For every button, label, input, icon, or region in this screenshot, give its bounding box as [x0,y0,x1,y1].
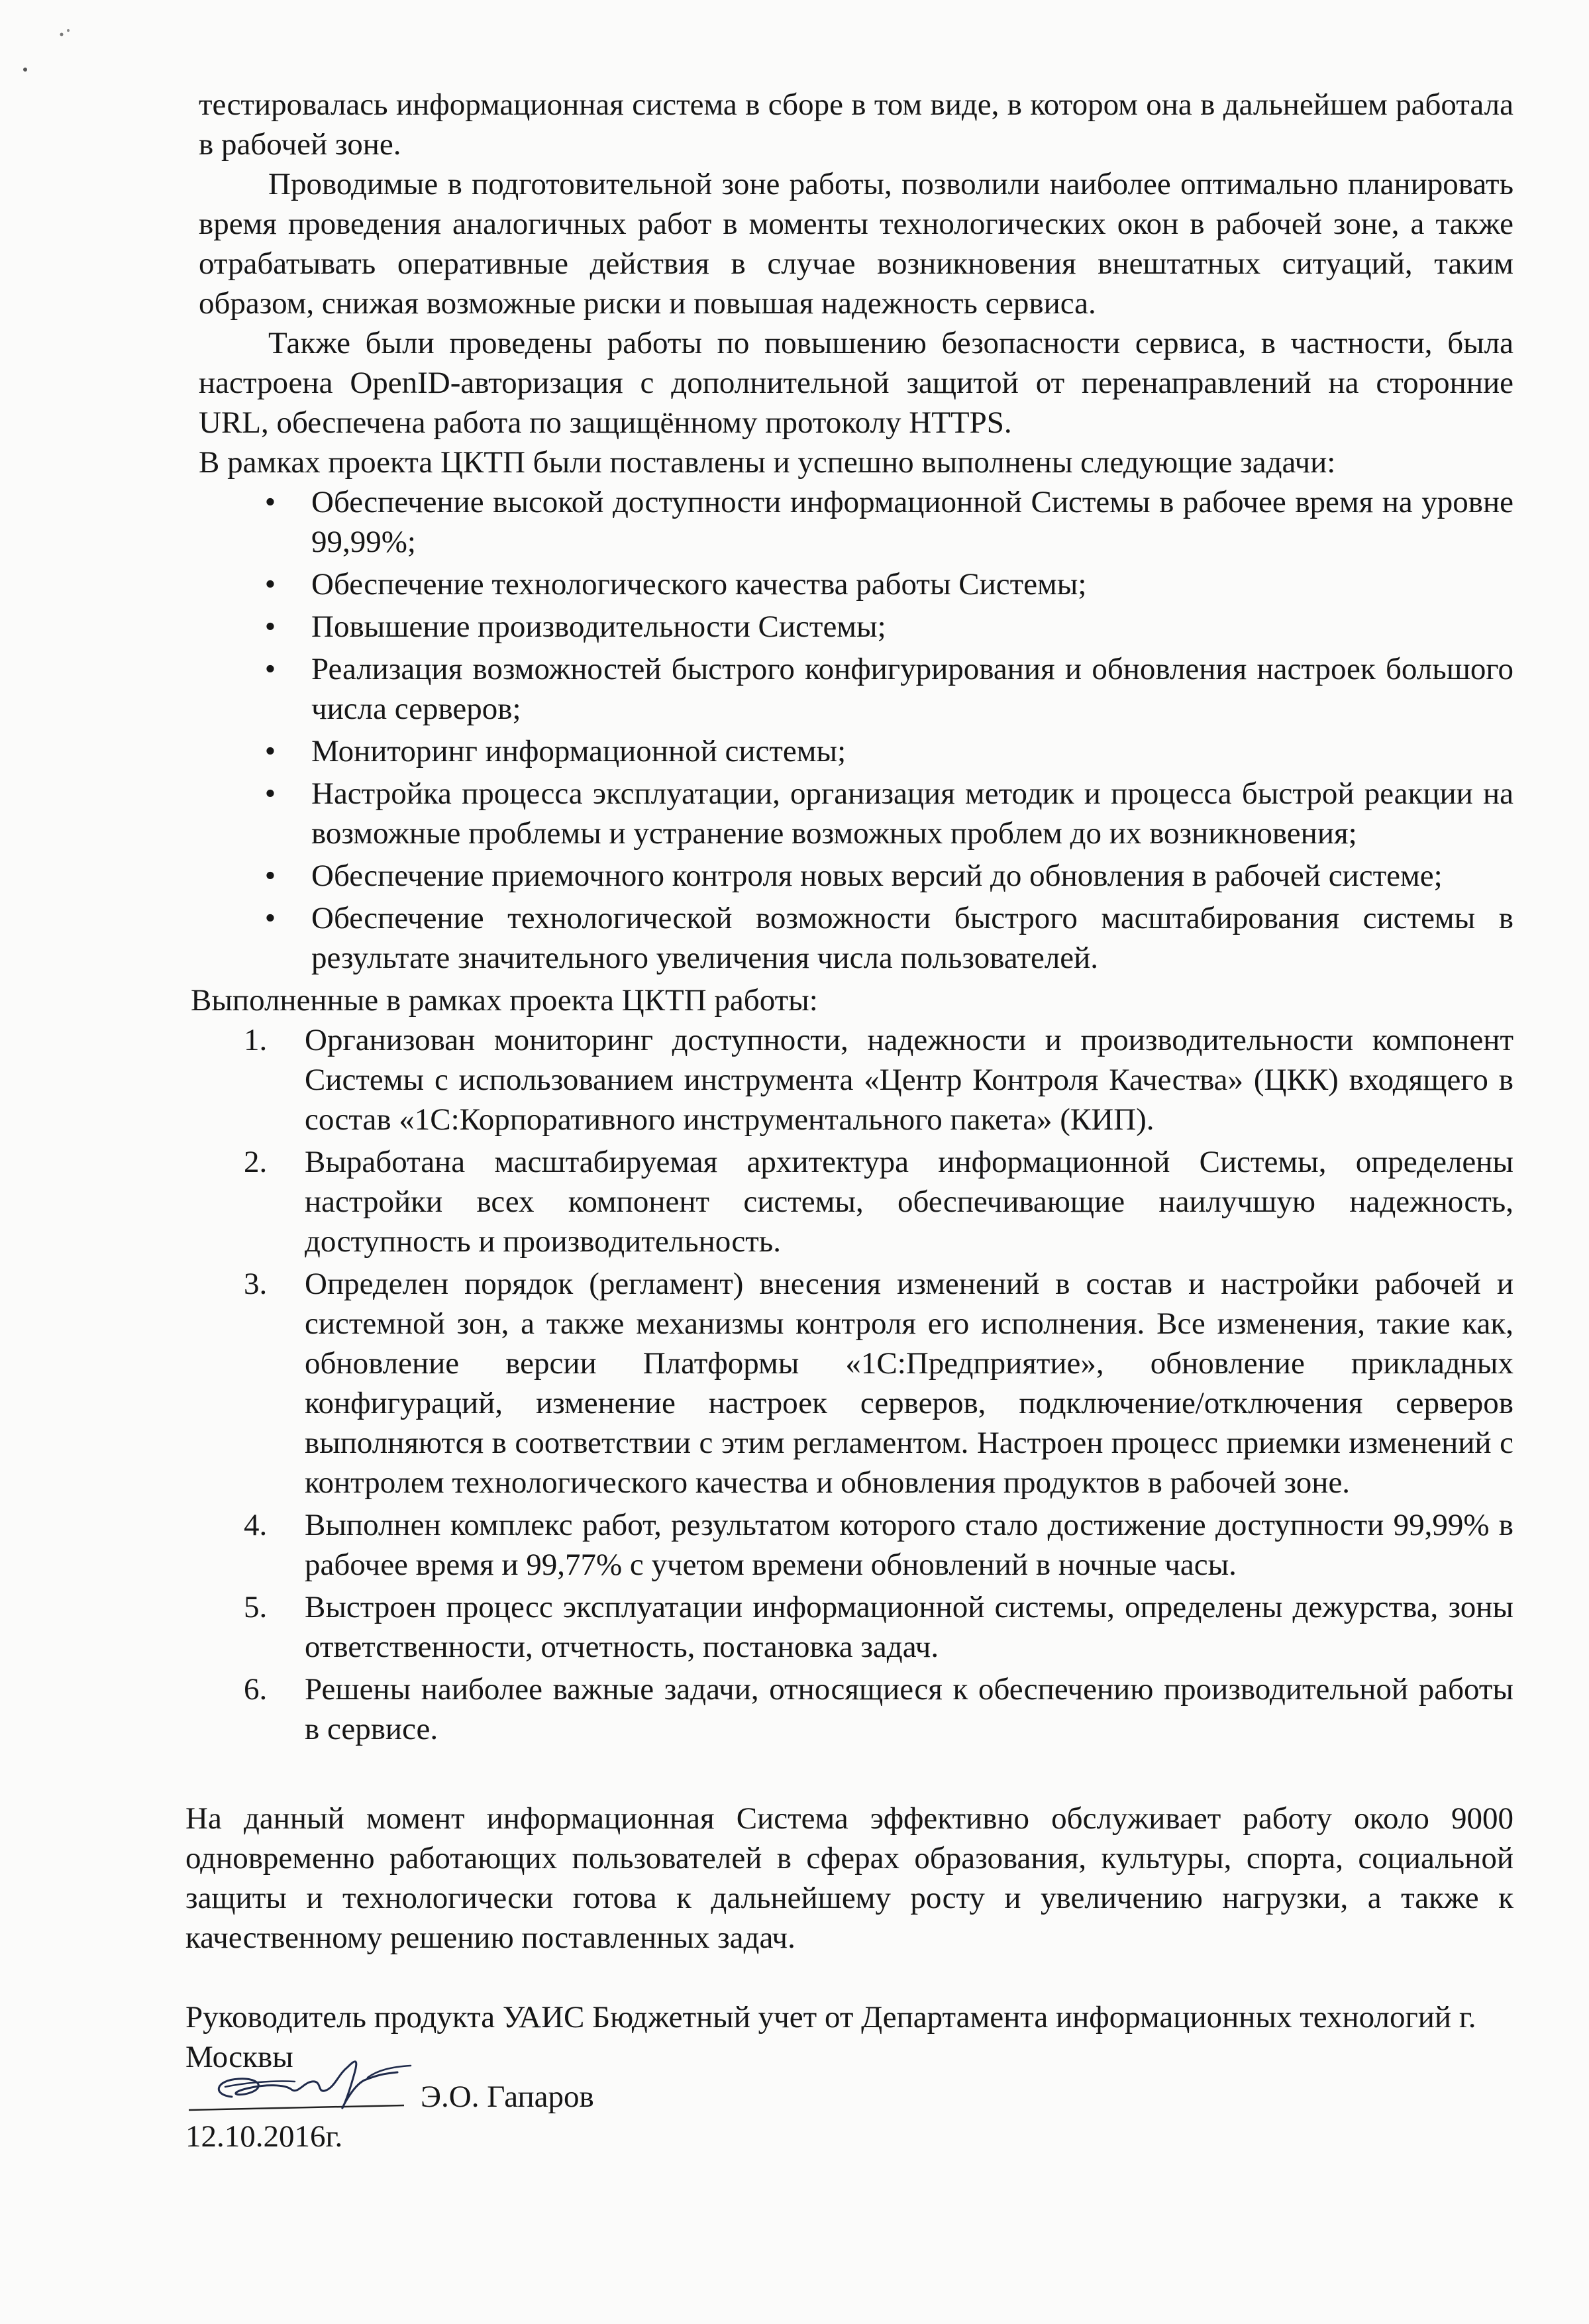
tasks-list [199,482,1513,978]
bullet-icon: • [264,485,276,519]
list-item-text: Обеспечение приемочного контроля новых версий до обновления в рабочей системе; [311,859,1443,893]
list-item-text: Повышение производительности Системы; [311,609,886,644]
item-number: 5. [244,1590,268,1624]
list-item-text: Определен порядок (регламент) внесения изменений в состав и настройки рабочей и системной зон, а также механизмы контроля его исполнения. Все изменения, такие как, обновление версии Платформы «1С:Предприятие», обновление прикладных конфигураций, изменение настроек серверов, подключение/отключения серверов выполняются в соответствии с этим регламентом. Настроен процесс приемки изменений с контролем технологического качества и обновления продуктов в рабочей зоне. [305,1267,1513,1500]
bullet-icon: • [264,901,276,935]
item-number: 2. [244,1145,268,1179]
signer-title: Руководитель продукта УАИС Бюджетный учет от Департамента информационных технологий г. Москвы [185,2000,1476,2074]
list-item-text: Настройка процесса эксплуатации, организация методик и процесса быстрой реакции на возможные проблемы и устранение возможных проблем до их возникновения; [311,776,1513,851]
list-item [199,1264,1513,1503]
list-item-text: Решены наиболее важные задачи, относящиеся к обеспечению производительной работы в сервисе. [305,1672,1513,1746]
list-item-text: Выполнен комплекс работ, результатом которого стало достижение доступности 99,99% в рабочее время и 99,77% с учетом времени обновлений в ночные часы. [305,1508,1513,1582]
item-number: 1. [244,1023,268,1057]
list-item-text: Реализация возможностей быстрого конфигурирования и обновления настроек большого числа серверов; [311,652,1513,726]
document-body [185,85,1513,2156]
list-item [199,564,1513,604]
document-date: 12.10.2016г. [185,2119,343,2154]
list-item-text: Обеспечение технологического качества работы Системы; [311,567,1087,602]
list-item [199,731,1513,771]
bullet-icon: • [264,859,276,893]
security-paragraph: Также были проведены работы по повышению безопасности сервиса, в частности, была настроена OpenID-авторизация с дополнительной защитой от перенаправлений на сторонние URL, обеспечена работа по защищённому протоколу HTTPS. [199,326,1513,440]
signature-line [185,2077,1513,2117]
intro-paragraph: тестировалась информационная система в сборе в том виде, в котором она в дальнейшем работала в рабочей зоне. [199,87,1513,162]
list-item [199,1505,1513,1585]
preparation-paragraph: Проводимые в подготовительной зоне работы, позволили наиболее оптимально планировать время проведения аналогичных работ в моменты технологических окон в рабочей зоне, а также отрабатывать оперативные действия в случае возникновения внештатных ситуаций, таким образом, снижая возможные риски и повышая надежность сервиса. [199,167,1513,321]
list-item [199,607,1513,647]
tasks-intro: В рамках проекта ЦКТП были поставлены и успешно выполнены следующие задачи: [199,445,1336,480]
bullet-icon: • [264,609,276,644]
list-item [199,482,1513,562]
item-number: 6. [244,1672,268,1707]
bullet-icon: • [264,567,276,602]
bullet-icon: • [264,734,276,768]
list-item-text: Выстроен процесс эксплуатации информационной системы, определены дежурства, зоны ответственности, отчетность, постановка задач. [305,1590,1513,1664]
list-item [199,1020,1513,1139]
works-list [199,1020,1513,1749]
handwritten-signature-icon [185,2040,424,2127]
signature-block [185,1997,1513,2156]
list-item-text: Организован мониторинг доступности, надежности и производительности компонент Системы с использованием инструмента «Центр Контроля Качества» (ЦКК) входящего в состав «1С:Корпоративного инструментального пакета» (КИП). [305,1023,1513,1137]
scan-specks [0,0,79,106]
bullet-icon: • [264,776,276,811]
list-item [199,1142,1513,1261]
bullet-icon: • [264,652,276,686]
list-item-text: Выработана масштабируемая архитектура информационной Системы, определены настройки всех компонент системы, обеспечивающие наилучшую надежность, доступность и производительность. [305,1145,1513,1259]
item-number: 4. [244,1508,268,1542]
closing-paragraph: На данный момент информационная Система эффективно обслуживает работу около 9000 одновременно работающих пользователей в сферах образования, культуры, спорта, социальной защиты и технологически готова к дальнейшему росту и увеличению нагрузки, а также к качественному решению поставленных задач. [185,1801,1513,1955]
list-item [199,649,1513,729]
item-number: 3. [244,1267,268,1301]
works-intro: Выполненные в рамках проекта ЦКТП работы: [191,983,818,1018]
list-item [199,1587,1513,1667]
signer-name: Э.О. Гапаров [421,2080,594,2114]
list-item-text: Мониторинг информационной системы; [311,734,846,768]
list-item [199,774,1513,853]
list-item [199,898,1513,978]
list-item [199,1669,1513,1749]
list-item-text: Обеспечение высокой доступности информационной Системы в рабочее время на уровне 99,99%; [311,485,1513,559]
list-item [199,856,1513,896]
list-item-text: Обеспечение технологической возможности быстрого масштабирования системы в результате значительного увеличения числа пользователей. [311,901,1513,975]
